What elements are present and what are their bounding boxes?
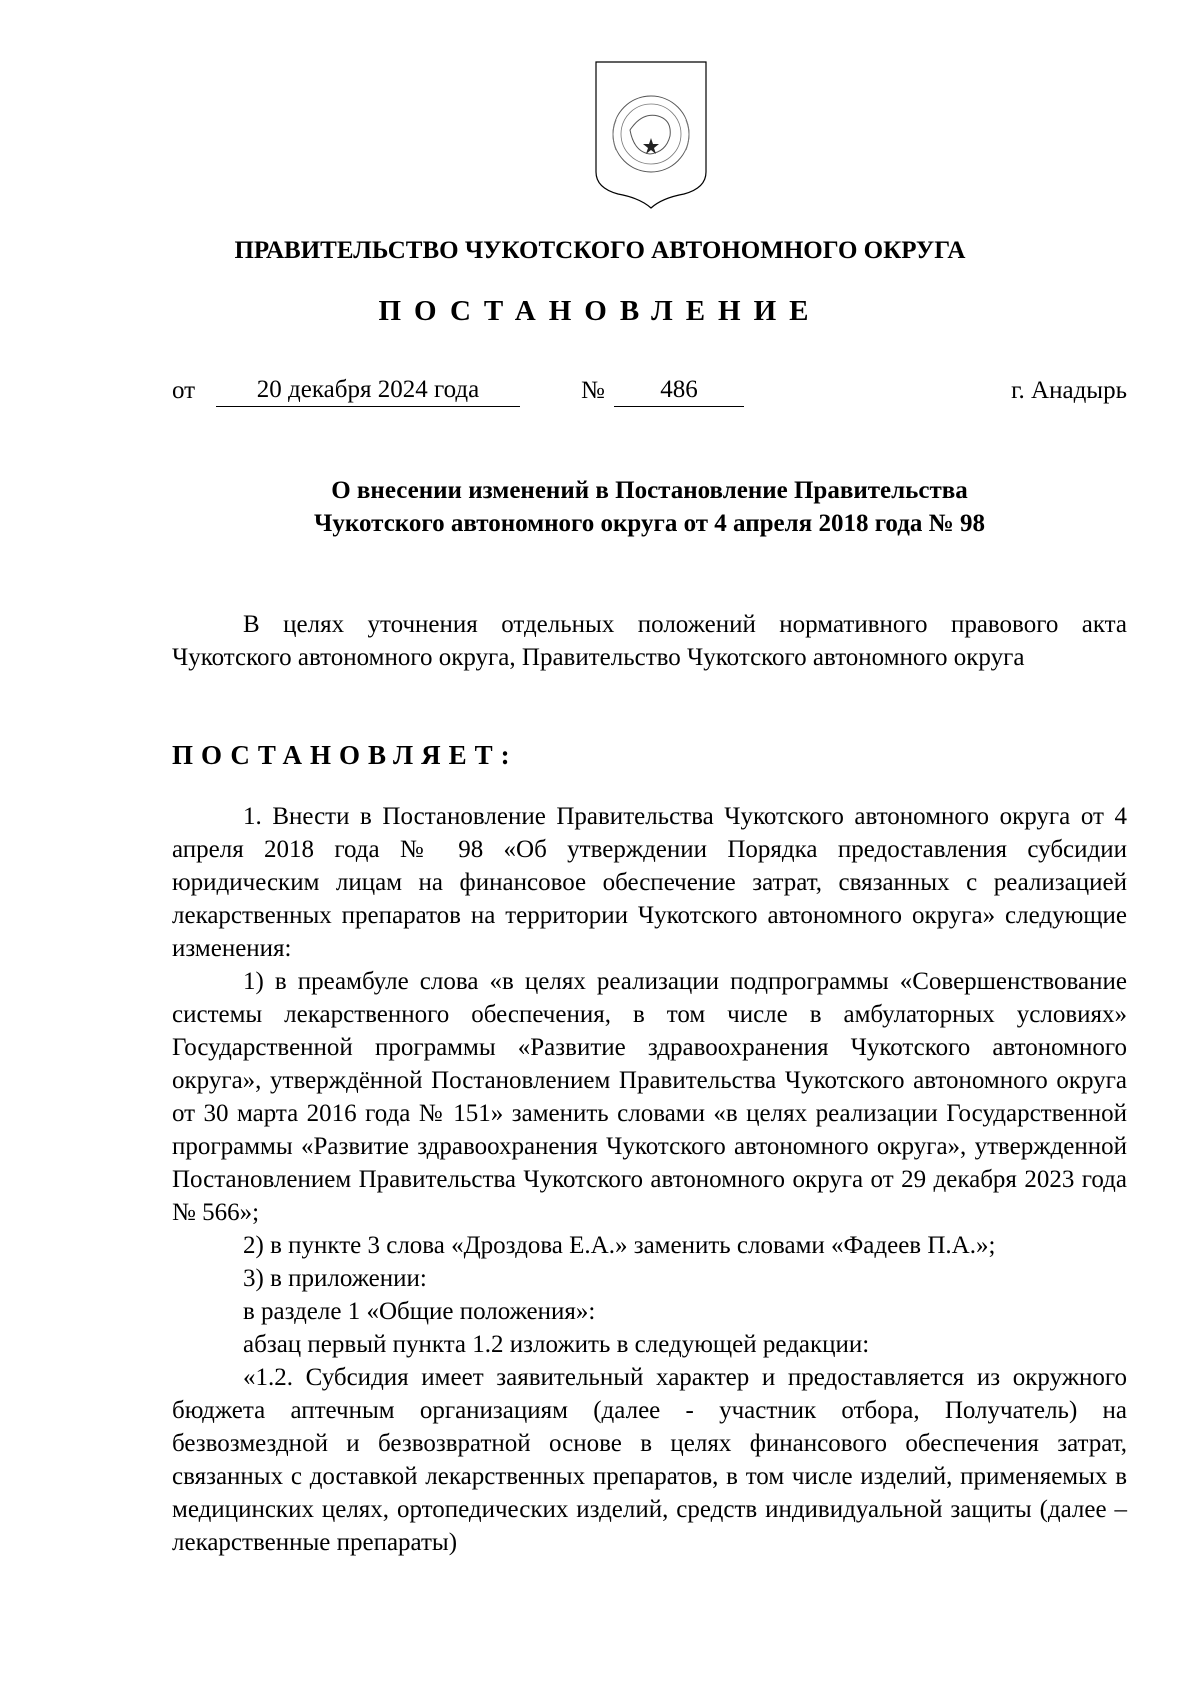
coat-of-arms-emblem — [592, 60, 710, 210]
paragraph: 1. Внести в Постановление Правительства Чукотского автономного округа от 4 апреля 2018 года № 98 «Об утверждении Порядка предоставления субсидии юридическим лицам на финансовое обеспечение затрат, связанных с реализацией лекарственных препаратов на территории Чукотского автономного округа» следующие изменения: — [172, 803, 1127, 962]
preamble — [172, 608, 1127, 674]
decree-word: ПОСТАНОВЛЯЕТ: — [172, 740, 518, 770]
number-sign: № — [581, 377, 605, 404]
subject-line-1: О внесении изменений в Постановление Правительства — [331, 477, 968, 504]
paragraph: 2) в пункте 3 слова «Дроздова Е.А.» заменить словами «Фадеев П.А.»; — [243, 1232, 996, 1259]
paragraph: абзац первый пункта 1.2 изложить в следующей редакции: — [243, 1331, 870, 1358]
paragraph: 3) в приложении: — [243, 1265, 427, 1292]
paragraph: 1) в преамбуле слова «в целях реализации подпрограммы «Совершенствование системы лекарственного обеспечения, в том числе в амбулаторных условиях» Государственной программы «Развитие здравоохранения Чукотского автономного округа», утверждённой Постановлением Правительства Чукотского автономного округа от 30 марта 2016 года № 151» заменить словами «в целях реализации Государственной программы «Развитие здравоохранения Чукотского автономного округа», утвержденной Постановлением Правительства Чукотского автономного округа от 29 декабря 2023 года № 566»; — [172, 968, 1127, 1226]
document-subject — [172, 474, 1127, 540]
preamble-text: В целях уточнения отдельных положений нормативного правового акта Чукотского автономного округа, Правительство Чукотского автономного округа — [172, 611, 1127, 671]
main-body — [172, 800, 1127, 1559]
paragraph: в разделе 1 «Общие положения»: — [243, 1298, 596, 1325]
document-meta — [172, 374, 1127, 414]
document-number: 486 — [614, 374, 744, 407]
document-date: 20 декабря 2024 года — [216, 374, 520, 407]
subject-line-2: Чукотского автономного округа от 4 апреля 2018 года № 98 — [314, 510, 985, 537]
date-prefix: от — [172, 377, 196, 404]
document-city: г. Анадырь — [1011, 377, 1127, 404]
government-name: ПРАВИТЕЛЬСТВО ЧУКОТСКОГО АВТОНОМНОГО ОКРУГА — [234, 237, 966, 264]
paragraph: «1.2. Субсидия имеет заявительный характер и предоставляется из окружного бюджета аптечным организациям (далее - участник отбора, Получатель) на безвозмездной и безвозвратной основе в целях финансового обеспечения затрат, связанных с доставкой лекарственных препаратов, в том числе изделий, применяемых в медицинских целях, ортопедических изделий, средств индивидуальной защиты (далее – лекарственные препараты) — [172, 1364, 1127, 1556]
document-type: ПОСТАНОВЛЕНИЕ — [378, 295, 822, 327]
